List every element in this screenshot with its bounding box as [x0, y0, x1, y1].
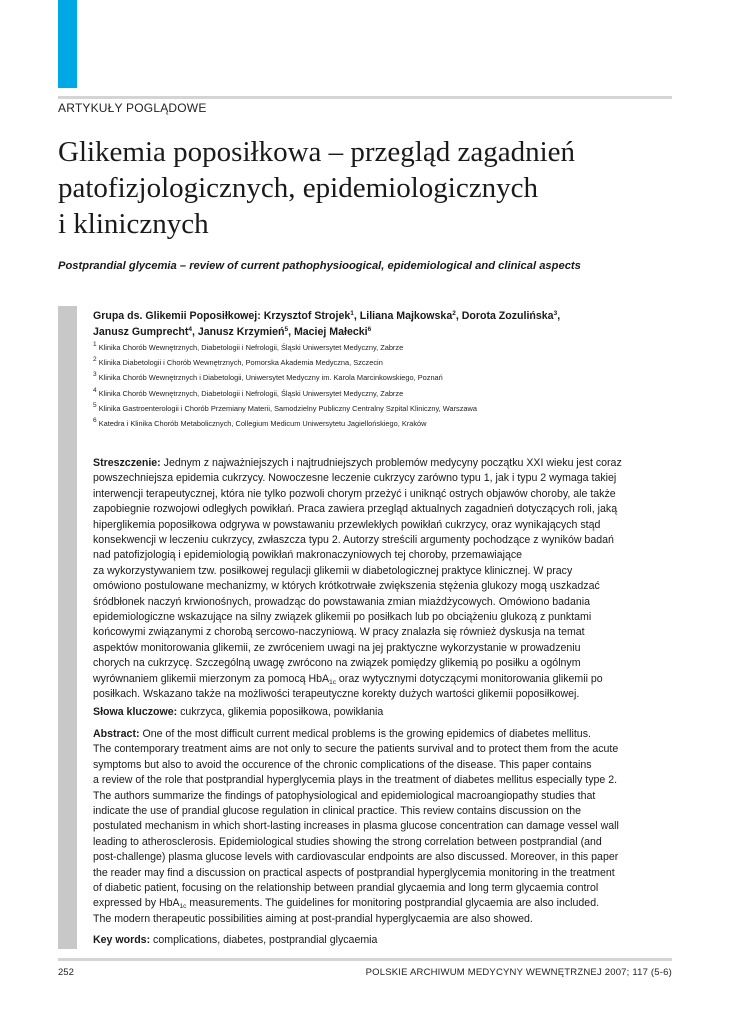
hba1c-subscript: 1c: [179, 903, 187, 911]
abstract-line: interwencji terapeutycznej, która nie tylko pozwoli chorym przeżyć i uniknąć ostrych objawów choroby, ale także: [93, 487, 616, 500]
author-sup: 5: [284, 326, 289, 333]
abstract-line: chorych na cukrzycę. Szczególną uwagę zwrócono na związek pomiędzy glikemią po posiłku a ogólnym: [93, 657, 581, 670]
affiliation-item: [93, 401, 673, 416]
affiliation-num: 5: [93, 401, 97, 409]
abstract-text: wyrównaniem glikemii mierzonym za pomocą HbA: [93, 672, 330, 685]
page-number: 252: [58, 967, 74, 978]
affiliation-text: Klinika Chorób Wewnętrznych, Diabetologii i Nefrologii, Śląski Uniwersytet Medyczny, Zabrze: [98, 343, 404, 352]
section-label: ARTYKUŁY POGLĄDOWE: [58, 101, 207, 115]
abstract-line: aspektów monitorowania glikemii, ze zwróceniem uwagi na jej praktyczne wykorzystanie w prowadzeniu: [93, 641, 581, 654]
english-title: Postprandial glycemia – review of current pathophysioogical, epidemiological and clinical aspects: [58, 260, 581, 272]
affiliation-num: 4: [93, 386, 97, 394]
keywords-pl: [93, 705, 675, 720]
author-sup: 2: [452, 310, 456, 317]
author-text: , Liliana Majkowska: [353, 310, 453, 322]
abstract-line: hiperglikemia poposiłkowa odgrywa w powstawaniu przewlekłych powikłań cukrzycy, oraz wynikających stąd: [93, 518, 601, 531]
abstract-line: zapobiegnie rozwojowi odległych powikłań. Praca zawiera przegląd aktualnych zagadnień dotyczących roli, jaką: [93, 503, 618, 516]
abstract-line: końcowymi związanymi z chorobą sercowo-naczyniową. W pracy znalazła się również dyskusja na temat: [93, 626, 585, 639]
author-text: , Janusz Krzymień: [192, 326, 285, 338]
abstract-line: konsekwencji w leczeniu cukrzycy, zwłaszcza typu 2. Autorzy streścili argumenty pochodzące z wyników badań: [93, 534, 614, 547]
author-sup: 6: [367, 326, 372, 333]
authors: [93, 308, 653, 340]
author-sup: 4: [188, 326, 192, 333]
abstract-line: [93, 727, 675, 742]
affiliation-item: [93, 340, 673, 355]
keywords-en: [93, 933, 675, 948]
keywords-line: [93, 705, 675, 720]
affiliations-list: [93, 340, 673, 431]
affiliation-item: [93, 416, 673, 431]
title-line: patofizjologicznych, epidemiologicznych: [58, 172, 538, 204]
affiliation-text: Klinika Chorób Wewnętrznych, Diabetologii i Nefrologii, Śląski Uniwersytet Medyczny, Zabrze: [98, 388, 404, 398]
abstract-label: Abstract:: [93, 728, 140, 740]
abstract-line: posiłkach. Wskazano także na możliwości terapeutyczne korekty dużych wartości glikemii poposiłkowej.: [93, 688, 580, 701]
affiliation-item: [93, 355, 673, 370]
affiliation-text: Klinika Diabetologii i Chorób Wewnętrznych, Pomorska Akademia Medyczna, Szczecin: [98, 358, 383, 368]
abstract-line: omówiono postulowane mechanizmy, w których krótkotrwałe zwiększenia stężenia glukozy mogą uszkadzać: [93, 580, 600, 593]
author-sup: 3: [553, 310, 558, 317]
abstract-text: expressed by HbA: [93, 897, 180, 910]
affiliation-num: 3: [93, 371, 97, 379]
abstract-en: [93, 727, 675, 927]
abstract-line: indicate the use of prandial glucose regulation in clinical practice. This review contains discussion on the: [93, 805, 581, 818]
keywords-line: [93, 933, 675, 948]
abstract-line: a review of the role that postprandial hyperglycemia plays in the treatment of diabetes mellitus especially type 2.: [93, 774, 618, 787]
abstract-line: The authors summarize the findings of patophysiological and epidemiological macroangiopathy studies that: [93, 789, 596, 802]
authors-line: [93, 308, 653, 324]
affiliation-num: 6: [93, 416, 97, 424]
abstract-line: post-challenge) plasma glucose levels with cardiovascular endpoints are also discussed. Moreover, in this paper: [93, 851, 619, 864]
abstract-line: [93, 456, 675, 471]
affiliation-item: [93, 370, 673, 385]
affiliation-text: Klinika Gastroenterologii i Chorób Przemiany Materii, Samodzielny Publiczny Centralny Szpital Kliniczny, Warszawa: [98, 403, 477, 413]
keywords-label: Key words:: [93, 934, 151, 946]
abstract-line: The contemporary treatment aims are not only to secure the patients survival and to protect them from the acute: [93, 743, 619, 756]
keywords-text: cukrzyca, glikemia poposiłkowa, powikłania: [177, 706, 384, 718]
accent-bar: [58, 0, 77, 88]
title-line: Glikemia poposiłkowa – przegląd zagadnień: [58, 136, 576, 168]
abstract-line: symptoms but also to avoid the occurence of the chronic complications of the disease. This paper contains: [93, 758, 592, 771]
author-text: , Maciej Małecki: [288, 326, 368, 338]
abstract-label: Streszczenie:: [93, 457, 161, 469]
affiliation-text: Klinika Chorób Wewnętrznych i Diabetologii, Uniwersytet Medyczny im. Karola Marcinkowskiego, Poznań: [98, 373, 443, 383]
abstract-line: leading to atherosclerosis. Epidemiological studies showing the strong correlation between postprandial (and: [93, 835, 602, 848]
authors-line: [93, 324, 653, 340]
author-text: Grupa ds. Glikemii Poposiłkowej: Krzysztof Strojek: [93, 310, 351, 322]
abstract-line: the reader may find a discussion on practical aspects of postprandial hyperglycemia monitoring in the treatment: [93, 866, 615, 879]
author-sup: 1: [350, 310, 354, 317]
hba1c-subscript: 1c: [329, 678, 336, 686]
keywords-label: Słowa kluczowe:: [93, 706, 178, 718]
abstract-line: of diabetic patient, focusing on the relationship between prandial glycaemia and long term glycaemia control: [93, 882, 599, 895]
author-text: ,: [557, 310, 561, 322]
abstract-line: [93, 896, 675, 911]
author-text: , Dorota Zozulińska: [455, 310, 554, 322]
journal-citation: POLSKIE ARCHIWUM MEDYCYNY WEWNĘTRZNEJ 2007; 117 (5-6): [365, 967, 672, 978]
title-line: i klinicznych: [58, 208, 209, 240]
keywords-text: complications, diabetes, postprandial glycaemia: [150, 934, 378, 946]
abstract-line: [93, 672, 675, 687]
abstract-text: One of the most difficult current medical problems is the growing epidemics of diabetes mellitus.: [139, 728, 591, 740]
abstract-line: nad patofizjologią i epidemiologią powikłań makronaczyniowych tej choroby, przemawiające: [93, 549, 523, 562]
affiliation-text: Katedra i Klinika Chorób Metabolicznych, Collegium Medicum Uniwersytetu Jagiellońskiego, Kraków: [98, 418, 427, 428]
abstract-line: The modern therapeutic possibilities aiming at post-prandial hyperglycaemia are also showed.: [93, 912, 533, 925]
affiliation-item: [93, 386, 673, 401]
top-rule: [58, 96, 672, 99]
abstract-text: Jednym z najważniejszych i najtrudniejszych problemów medycyny początku XXI wieku jest coraz: [160, 457, 622, 469]
abstract-line: powszechniejsza epidemia cukrzycy. Nowoczesne leczenie cukrzycy zarówno typu 1, jak i typu 2 wymaga takiej: [93, 472, 617, 485]
abstract-pl: [93, 456, 675, 703]
abstract-line: postulated mechanism in which short-lasting increases in plasma glucose concentration can damage vessel wall: [93, 820, 619, 833]
affiliation-num: 1: [93, 341, 97, 348]
abstract-text: measurements. The guidelines for monitoring postprandial glycaemia are also included.: [186, 897, 600, 910]
affiliation-num: 2: [93, 356, 97, 364]
abstract-line: śródbłonek naczyń krwionośnych, prowadząc do powstawania zmian miażdżycowych. Omówiono badania: [93, 595, 590, 608]
article-title: [58, 134, 678, 242]
abstract-text: oraz wytycznymi dotyczącymi monitorowania glikemii po: [335, 672, 603, 685]
abstract-line: epidemiologiczne wskazujące na silny związek glikemii po posiłkach lub po obciążeniu glukozą z punktami: [93, 611, 592, 624]
side-bar: [58, 306, 77, 949]
abstract-line: za wykorzystywaniem tzw. posiłkowej regulacji glikemii w diabetologicznej praktyce klinicznej. W pracy: [93, 564, 573, 577]
bottom-rule: [58, 958, 672, 961]
author-text: Janusz Gumprecht: [93, 326, 189, 338]
